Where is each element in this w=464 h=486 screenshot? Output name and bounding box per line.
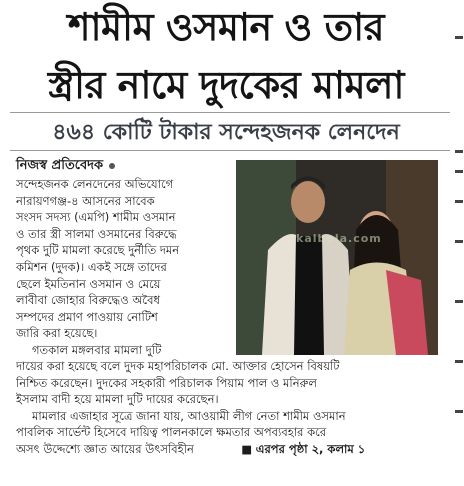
article-line: ইসলাম বাদী হয়ে মামলা দুটি দায়ের করেছেন। [16,392,219,407]
article-column-full [16,358,446,458]
headline-line-1: শামীম ওসমান ও তার [67,4,385,49]
article-photo [236,160,438,355]
article-line: লাবীবা জোহার বিরুদ্ধেও অবৈধ [16,293,160,308]
article-line [16,441,446,458]
article-line: সংসদ সদস্য (এমপি) শামীম ওসমান [16,210,176,225]
jump-link[interactable]: এরপর পৃষ্ঠা ২, কলাম ১ [255,441,366,456]
photo-illustration [236,160,438,355]
article-line: জারি করা হয়েছে। [16,326,98,341]
article-line: মামলার এজাহার সূত্রে জানা যায়, আওয়ামী লীগ নেতা শামীম ওসমান [32,408,346,423]
article-line: গতকাল মঙ্গলবার মামলা দুটি [32,342,162,357]
article-line-text: অসৎ উদ্দেশ্যে জ্ঞাত আয়ের উৎসবিহীন [16,441,194,456]
article-line: নারায়ণগঞ্জ-৪ আসনের সাবেক [16,193,155,208]
article-column-left [16,176,228,359]
article-line: পাবলিক সার্ভেন্ট হিসেবে দায়িত্ব পালনকালে ক্ষমতার অপব্যবহার করে [16,425,327,440]
divider-sub [10,150,450,151]
subheadline: ৪৬৪ কোটি টাকার সন্দেহজনক লেনদেন [52,120,400,145]
jump-marker-icon: ■ [241,441,253,456]
article-line: কমিশন (দুদক)। একই সঙ্গে তাদের [16,259,167,274]
divider-top [10,112,450,113]
article-line: দায়ের করা হয়েছে বলে দুদক মহাপরিচালক মো. আক্তার হোসেন বিষয়টি [16,359,340,373]
article-line: ছেলে ইমতিনান ওসমান ও মেয়ে [16,276,161,291]
article-line: ও তার স্ত্রী সালমা ওসমানের বিরুদ্ধে [16,226,177,241]
byline [16,156,115,177]
photo-watermark: kalbela.com [296,232,382,245]
headline-line-2: স্ত্রীর নামে দুদকের মামলা [48,62,404,107]
article-line: সম্পদের প্রমাণ পাওয়ায় নোটিশ [16,309,158,324]
adjacent-column-edge [454,0,464,486]
bullet-icon [109,163,115,169]
article-line: সন্দেহজনক লেনদেনের অভিযোগে [16,177,174,191]
article-line: পৃথক দুটি মামলা করেছে দুর্নীতি দমন [16,243,180,258]
byline-text: নিজস্ব প্রতিবেদক [16,158,104,173]
article-line: নিশ্চিত করেছেন। দুদকের সহকারী পরিচালক পিয়াম পাল ও মনিরুল [16,375,317,390]
